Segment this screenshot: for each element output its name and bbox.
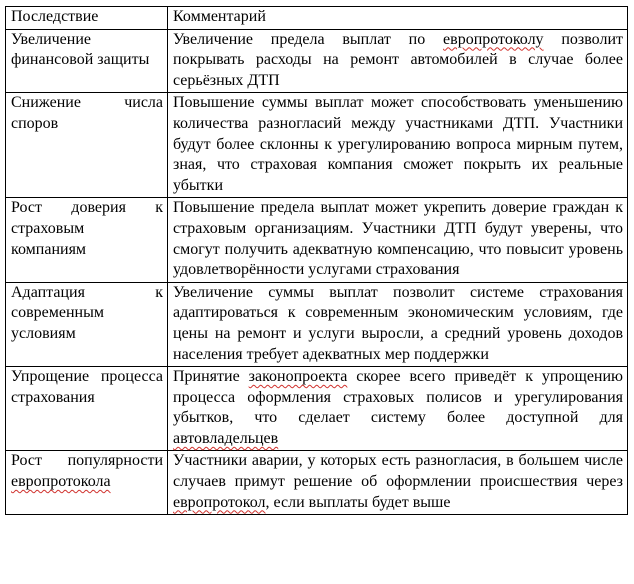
- table-row: [6, 282, 628, 366]
- effect-cell: Рост доверия к страховым компаниям: [6, 198, 168, 282]
- table-body: [6, 29, 628, 515]
- comment-cell: Увеличение предела выплат по европротоколу позволит покрывать расходы на ремонт автомобилей в случае более серьёзных ДТП: [168, 29, 628, 93]
- table-row: [6, 198, 628, 282]
- table-header-row: [6, 7, 628, 30]
- spellcheck-flagged-word: европротокол: [173, 493, 266, 511]
- table-row: [6, 93, 628, 198]
- effect-cell: Упрощение процесса страхования: [6, 367, 168, 451]
- effect-cell: Рост популярности европротокола: [6, 451, 168, 515]
- consequences-table: [5, 6, 628, 515]
- comment-cell: Участники аварии, у которых есть разногласия, в большем числе случаев примут решение об оформлении происшествия через европротокол, если выплаты будет выше: [168, 451, 628, 515]
- table-row: [6, 451, 628, 515]
- effect-cell: Увеличение финансовой защиты: [6, 29, 168, 93]
- header-effect: Последствие: [6, 7, 168, 30]
- spellcheck-flagged-word: европротоколу: [443, 30, 544, 48]
- effect-cell: Снижение числа споров: [6, 93, 168, 198]
- comment-cell: Повышение предела выплат может укрепить доверие граждан к страховым организациям. Участники ДТП будут уверены, что смогут получить адекватную компенсацию, что повысит уровень удовлетворённости услугами страхования: [168, 198, 628, 282]
- spellcheck-flagged-word: автовладельцев: [173, 429, 279, 447]
- effect-cell: Адаптация к современным условиям: [6, 282, 168, 366]
- table-row: [6, 29, 628, 93]
- table-row: [6, 367, 628, 451]
- comment-cell: Увеличение суммы выплат позволит системе страхования адаптироваться к современным экономическим условиям, где цены на ремонт и услуги выросли, а средний уровень доходов населения требует адекватных мер поддержки: [168, 282, 628, 366]
- spellcheck-flagged-word: законопроекта: [248, 368, 348, 386]
- comment-cell: Принятие законопроекта скорее всего приведёт к упрощению процесса оформления страховых полисов и урегулирования убытков, что сделает систему более доступной для автовладельцев: [168, 367, 628, 451]
- comment-cell: Повышение суммы выплат может способствовать уменьшению количества разногласий между участниками ДТП. Участники будут более склонны к урегулированию вопроса мирным путем, зная, что страховая компания сможет покрыть их реальные убытки: [168, 93, 628, 198]
- header-comment: Комментарий: [168, 7, 628, 30]
- spellcheck-flagged-word: европротокола: [11, 473, 111, 491]
